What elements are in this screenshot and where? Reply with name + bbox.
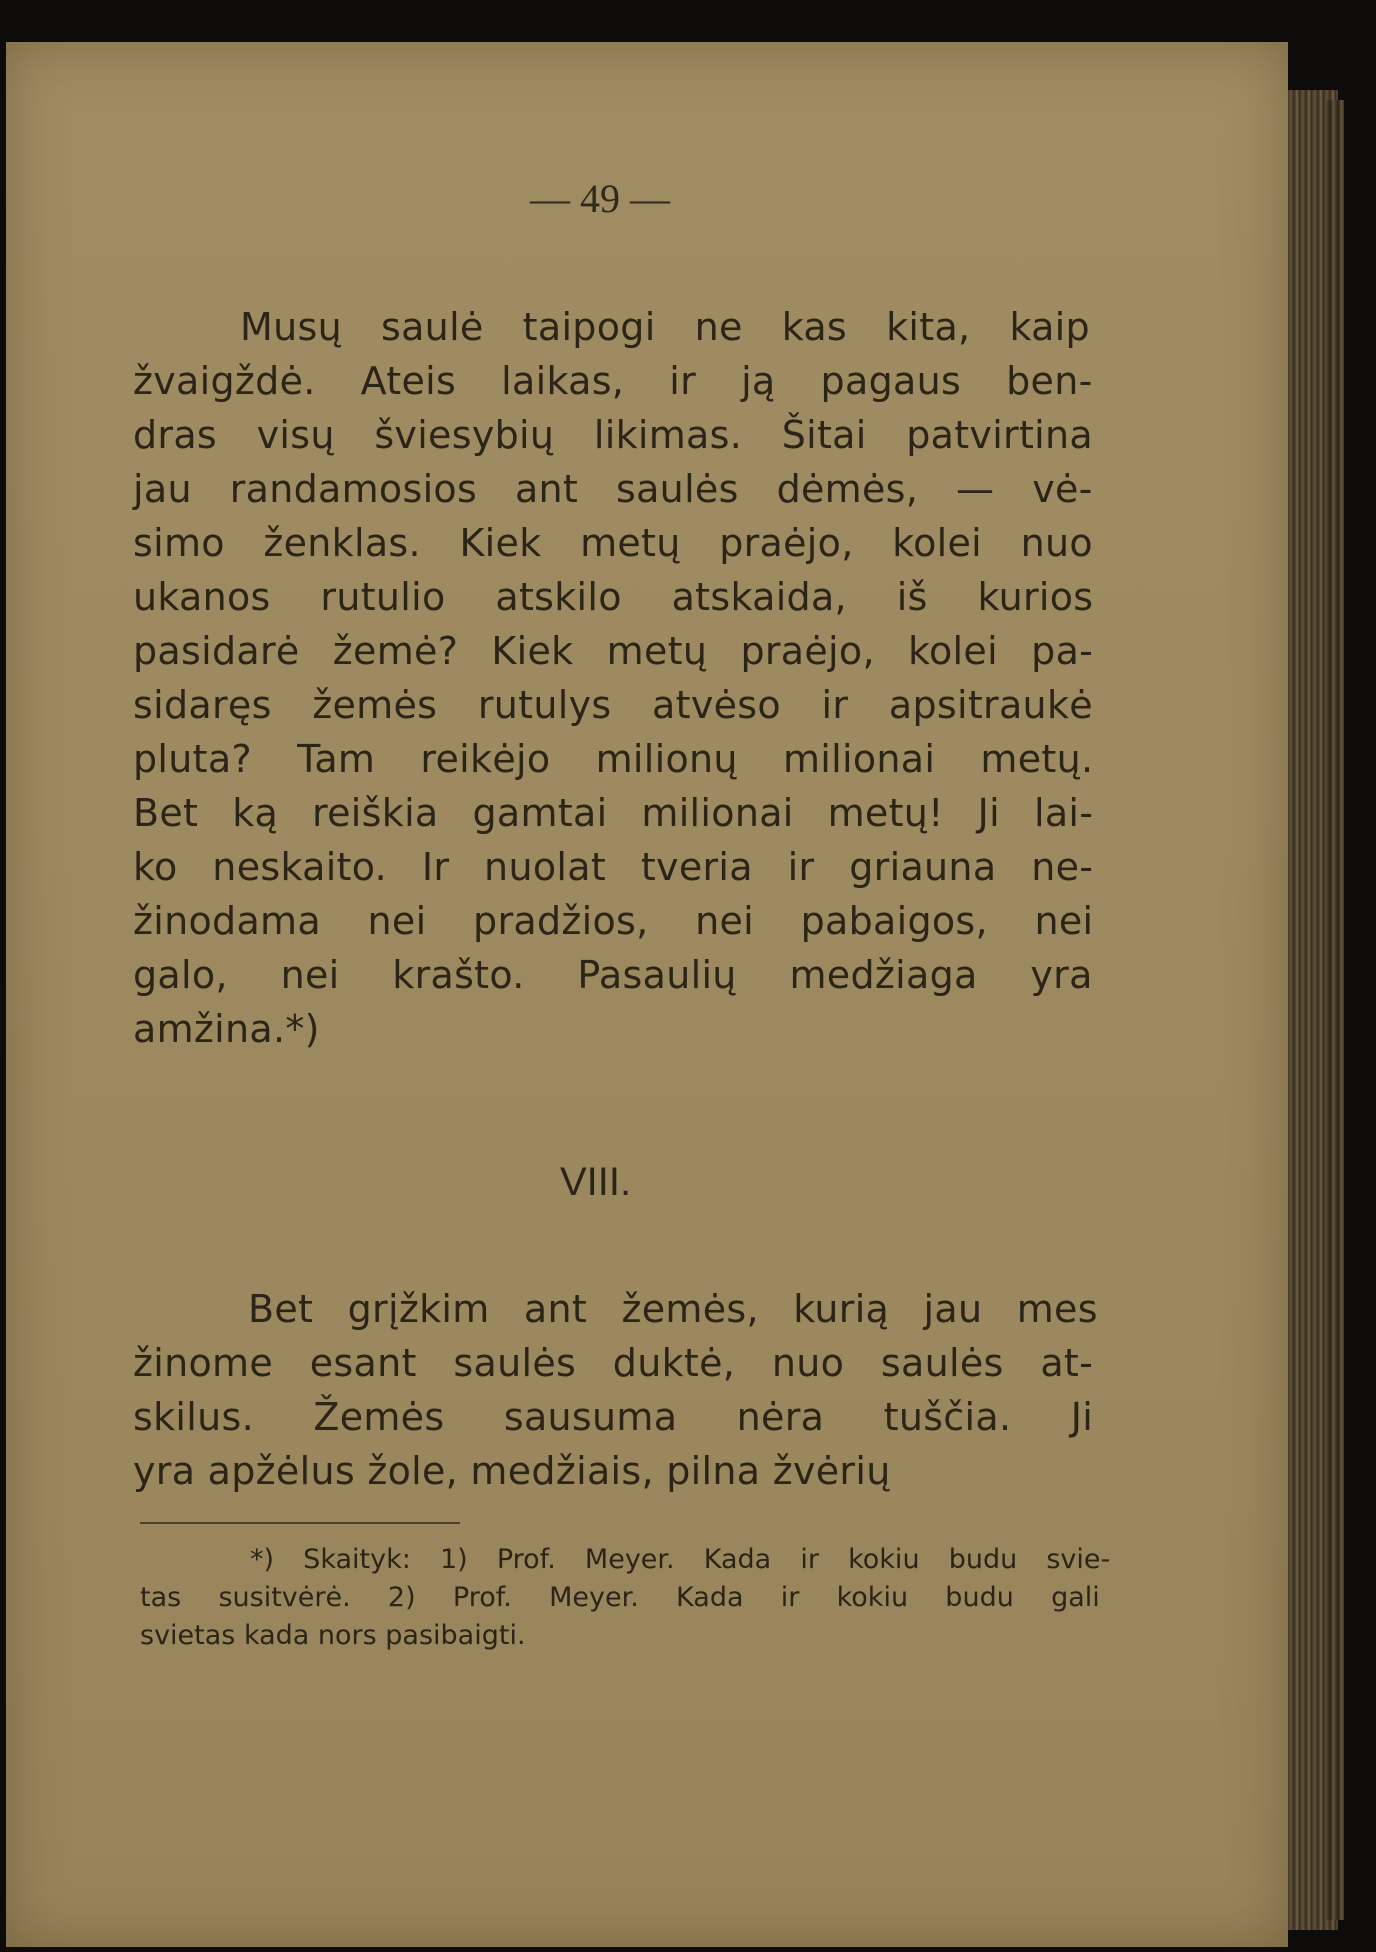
paragraph-1-line-9: pluta? Tam reikėjo milionų milionai metų.: [133, 737, 1094, 781]
footnote-line-3: svietas kada nors pasibaigti.: [140, 1620, 526, 1651]
paragraph-1-line-10: Bet ką reiškia gamtai milionai metų! Ji lai-: [133, 791, 1094, 835]
paragraph-1-line-1: Musų saulė taipogi ne kas kita, kaip: [240, 305, 1090, 349]
footnote-divider: [140, 1522, 460, 1524]
section-heading: VIII.: [560, 1160, 632, 1204]
paragraph-1-line-14: amžina.*): [133, 1007, 320, 1051]
paragraph-2-line-2: žinome esant saulės duktė, nuo saulės at-: [133, 1341, 1094, 1385]
paragraph-2-line-3: skilus. Žemės sausuma nėra tuščia. Ji: [133, 1395, 1094, 1439]
page-stack-edge-inner: [1326, 100, 1344, 1920]
paragraph-1-line-3: dras visų šviesybių likimas. Šitai patvirtina: [133, 413, 1094, 457]
paragraph-1-line-11: ko neskaito. Ir nuolat tveria ir griauna ne-: [133, 845, 1094, 889]
paragraph-1-line-13: galo, nei krašto. Pasaulių medžiaga yra: [133, 953, 1093, 997]
paragraph-1-line-8: sidaręs žemės rutulys atvėso ir apsitraukė: [133, 683, 1093, 727]
footnote-line-1: *) Skaityk: 1) Prof. Meyer. Kada ir kokiu budu svie-: [250, 1544, 1111, 1575]
footnote-line-2: tas susitvėrė. 2) Prof. Meyer. Kada ir kokiu budu gali: [140, 1582, 1100, 1613]
page-number: — 49 —: [530, 176, 670, 221]
paragraph-1-line-2: žvaigždė. Ateis laikas, ir ją pagaus ben-: [133, 359, 1093, 403]
paragraph-2-line-4: yra apžėlus žole, medžiais, pilna žvėrių: [133, 1449, 891, 1493]
paragraph-1-line-7: pasidarė žemė? Kiek metų praėjo, kolei pa-: [133, 629, 1094, 673]
paragraph-1-line-5: simo ženklas. Kiek metų praėjo, kolei nuo: [133, 521, 1093, 565]
paragraph-2-line-1: Bet grįžkim ant žemės, kurią jau mes: [248, 1287, 1098, 1331]
paragraph-1-line-6: ukanos rutulio atskilo atskaida, iš kurios: [133, 575, 1094, 619]
paragraph-1-line-12: žinodama nei pradžios, nei pabaigos, nei: [133, 899, 1094, 943]
paragraph-1-line-4: jau randamosios ant saulės dėmės, — vė-: [133, 467, 1093, 511]
